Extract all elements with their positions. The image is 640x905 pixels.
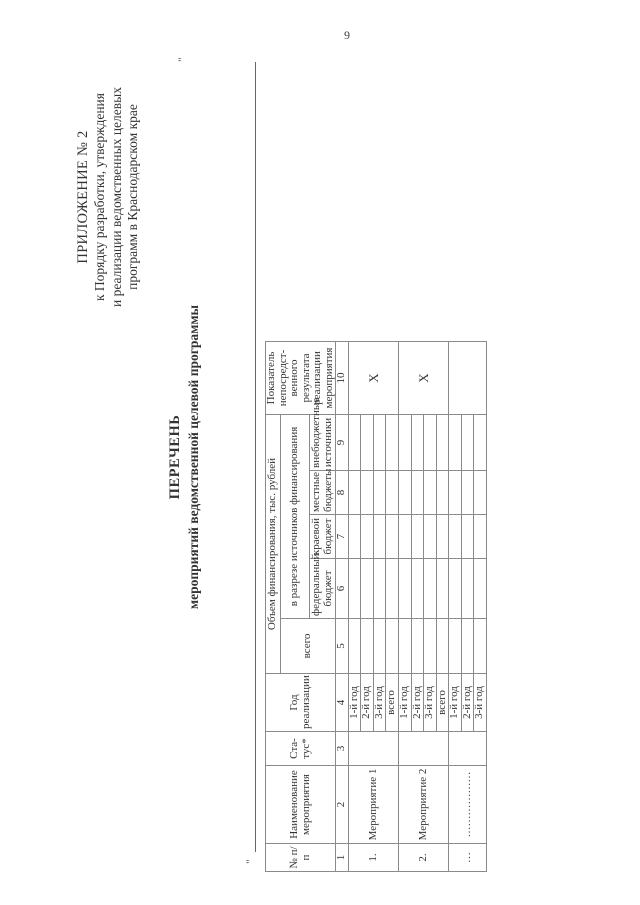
col-number: 6	[336, 559, 349, 619]
page-number: 9	[344, 28, 350, 42]
row-name: Мероприятие 1	[348, 766, 398, 844]
row-year: 2-й год	[461, 674, 474, 732]
header-year: Год реализации	[266, 674, 336, 732]
col-number: 9	[336, 414, 349, 470]
row-name: ………………	[449, 766, 487, 844]
appendix-line: и реализации ведомственных целевых	[108, 87, 124, 307]
document-title: ПЕРЕЧЕНЬ	[167, 414, 183, 500]
row-num: 1.	[348, 844, 398, 872]
header-total: всего	[281, 619, 336, 674]
header-federal: федеральный бюджет	[310, 559, 336, 619]
title-block	[167, 42, 202, 872]
row-num: 2.	[399, 844, 449, 872]
header-num: № п/п	[266, 844, 336, 872]
col-number: 3	[336, 732, 349, 766]
rotated-sheet	[75, 42, 486, 872]
row-year: 2-й год	[361, 674, 374, 732]
row-year: 3-й год	[424, 674, 437, 732]
col-number: 7	[336, 515, 349, 559]
row-year: 2-й год	[411, 674, 424, 732]
col-number: 8	[336, 471, 349, 515]
col-number: 10	[336, 341, 349, 414]
header-indicator: Показатель непосредст- венного результата реализации мероприятия	[266, 341, 336, 414]
header-by-source: в разрезе источников финансирования	[281, 414, 310, 618]
appendix-line: программ в Краснодарском крае	[124, 104, 140, 290]
appendix-heading: ПРИЛОЖЕНИЕ № 2	[75, 130, 91, 264]
quote-close: "	[243, 859, 257, 864]
row-year: 1-й год	[449, 674, 462, 732]
header-extra: внебюджетные источники	[310, 414, 336, 470]
col-number: 5	[336, 619, 349, 674]
row-year: 1-й год	[399, 674, 412, 732]
col-number: 4	[336, 674, 349, 732]
appendix-block	[75, 32, 141, 362]
row-year: 3-й год	[474, 674, 487, 732]
row-mark: X	[399, 341, 449, 414]
appendix-line: к Порядку разработки, утверждения	[92, 93, 108, 301]
measures-table	[265, 41, 487, 872]
row-mark: X	[348, 341, 398, 414]
divider	[255, 62, 256, 852]
header-name: Наименование мероприятия	[266, 766, 336, 844]
row-year: всего	[386, 674, 399, 732]
row-year: всего	[436, 674, 449, 732]
header-local: местные бюджеты	[310, 471, 336, 515]
document-subtitle: мероприятий ведомственной целевой программы	[186, 304, 201, 610]
header-volume: Объем финансирования, тыс. рублей	[266, 414, 281, 673]
row-num: …	[449, 844, 487, 872]
header-regional: краевой бюджет	[310, 515, 336, 559]
row-name: Мероприятие 2	[399, 766, 449, 844]
quote-open: "	[175, 57, 189, 62]
row-year: 3-й год	[373, 674, 386, 732]
col-number: 1	[336, 844, 349, 872]
row-year: 1-й год	[348, 674, 361, 732]
header-status: Ста- тус*	[266, 732, 336, 766]
col-number: 2	[336, 766, 349, 844]
